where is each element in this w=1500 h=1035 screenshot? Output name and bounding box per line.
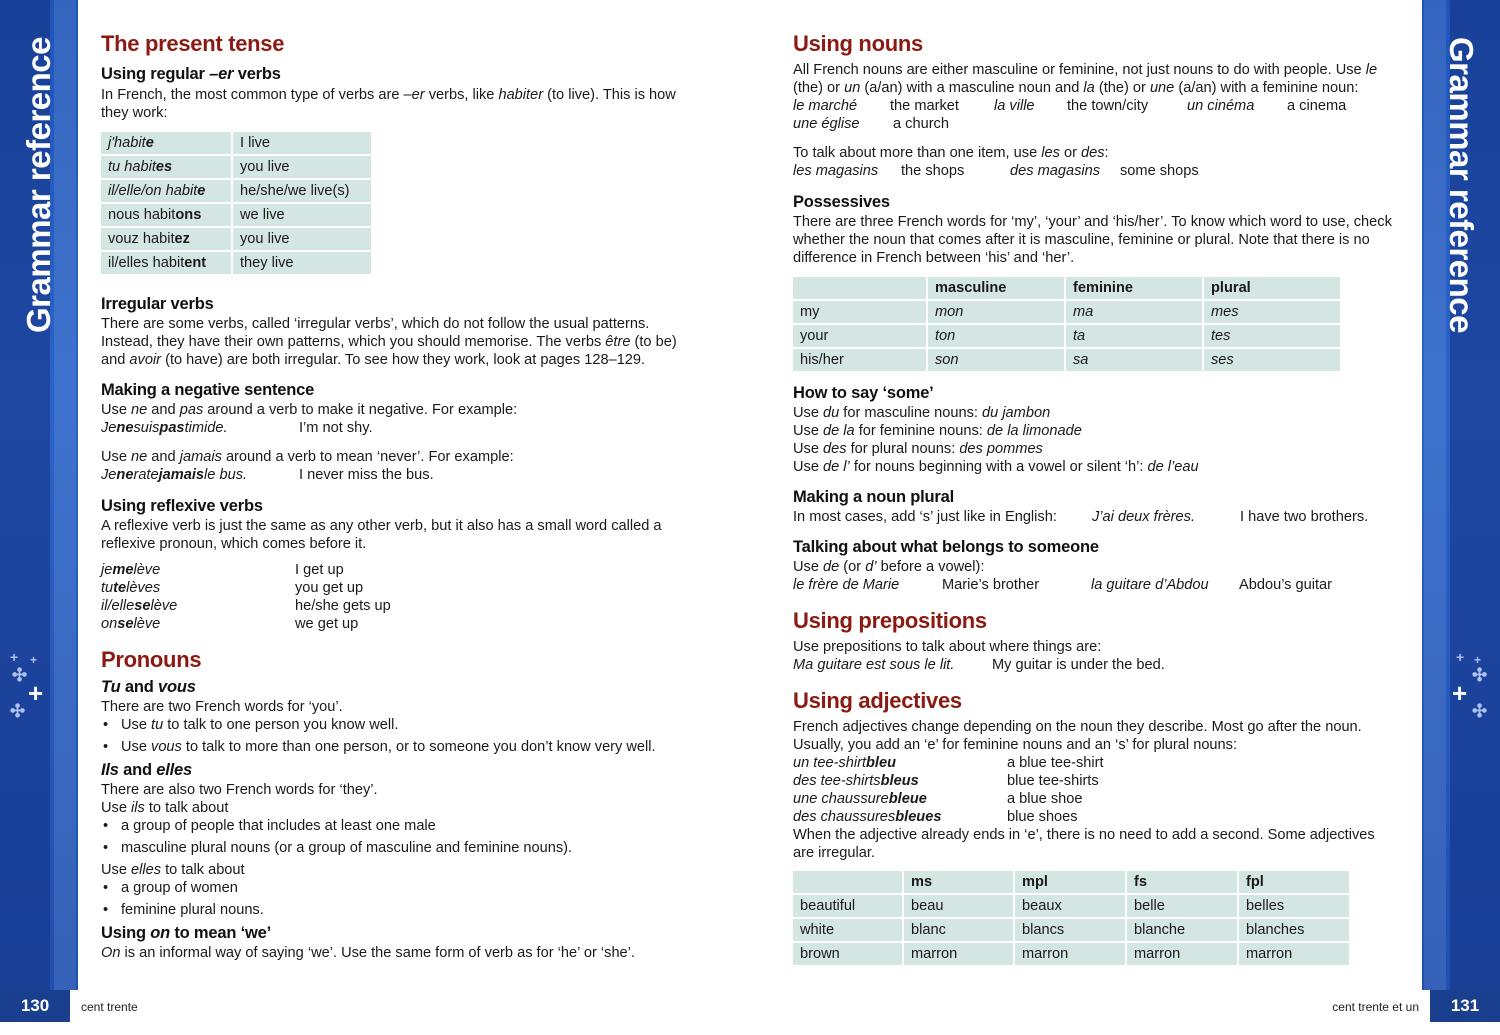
english-text: I get up xyxy=(295,562,344,578)
subheading-possessives: Possessives xyxy=(793,193,890,211)
table-cell: white xyxy=(793,919,902,941)
verb-stem: il/elle/on habit xyxy=(108,183,198,199)
table-cell xyxy=(101,156,231,178)
table-cell: ses xyxy=(1204,349,1340,371)
french-text: il/elleselève xyxy=(101,598,178,614)
present-intro-text: In French, the most common type of verbs are –er verbs, like habiter (to live). This is how they work: xyxy=(101,87,676,121)
section-title-present-tense: The present tense xyxy=(101,31,285,56)
table-cell: marron xyxy=(1239,943,1349,965)
negative-example-1: Jenesuispastimide. I’m not shy. xyxy=(101,420,373,436)
subheading-how-to-say-some: How to say ‘some’ xyxy=(793,384,934,402)
section-title-pronouns: Pronouns xyxy=(101,647,202,672)
table-header xyxy=(793,871,902,893)
table-cell: I live xyxy=(233,132,371,154)
list-item: Use de la for feminine nouns: de la limonade xyxy=(793,423,1082,439)
french-text: une chaussurebleue xyxy=(793,791,927,807)
table-cell: they live xyxy=(233,252,371,274)
reflexive-examples xyxy=(101,561,691,633)
table-row xyxy=(101,252,371,274)
list-item xyxy=(101,615,691,633)
verb-stem: j'habit xyxy=(108,135,146,151)
table-row xyxy=(793,325,1340,347)
elles-use-text: Use elles to talk about xyxy=(101,862,245,878)
table-cell: tes xyxy=(1204,325,1340,347)
negative-text-2: Use ne and jamais around a verb to mean ‘never’. For example: xyxy=(101,449,514,465)
verb-stem: nous habit xyxy=(108,207,176,223)
section-title-adjectives: Using adjectives xyxy=(793,688,962,713)
table-cell: blanche xyxy=(1127,919,1237,941)
verb-stem: il/elles habit xyxy=(108,255,185,271)
subheading-irregular-verbs: Irregular verbs xyxy=(101,295,214,313)
verb-stem: vouz habit xyxy=(108,231,175,247)
prepositions-text: Use prepositions to talk about where things are: xyxy=(793,639,1102,655)
subheading-noun-plural: Making a noun plural xyxy=(793,488,955,506)
page-word-left: cent trente xyxy=(81,1000,138,1014)
list-item xyxy=(101,597,691,615)
verb-ending: es xyxy=(155,159,173,175)
subheading-using-on: Using on to mean ‘we’ xyxy=(101,924,271,942)
possessives-table xyxy=(791,275,1342,373)
reflexive-text: A reflexive verb is just the same as any other verb, but it also has a small word called a reflexive pronoun, which comes before it. xyxy=(101,518,662,552)
list-item xyxy=(793,790,1393,808)
english-text: blue tee-shirts xyxy=(1007,773,1099,789)
table-cell xyxy=(101,228,231,250)
page-number-left: 130 xyxy=(0,990,70,1022)
french-text: onselève xyxy=(101,616,161,632)
verb-ending: e xyxy=(145,135,154,151)
table-cell: mon xyxy=(928,301,1064,323)
table-header xyxy=(793,277,926,299)
list-item: Use de l’ for nouns beginning with a vowel or silent ‘h’: de l’eau xyxy=(793,459,1199,475)
french-text: un tee-shirtbleu xyxy=(793,755,897,771)
ils-list xyxy=(101,817,691,857)
section-title-using-nouns: Using nouns xyxy=(793,31,923,56)
nouns-text: All French nouns are either masculine or feminine, not just nouns to do with people. Use le (the) or un (a/an) with a masculine noun and la (the) or une (a/an) with a feminine noun: xyxy=(793,62,1378,96)
table-header: masculine xyxy=(928,277,1064,299)
table-row xyxy=(793,301,1340,323)
table-cell: blanches xyxy=(1239,919,1349,941)
nouns-examples-row: une église a church xyxy=(793,116,949,132)
table-cell: my xyxy=(793,301,926,323)
table-cell: marron xyxy=(1127,943,1237,965)
table-cell: blanc xyxy=(904,919,1013,941)
nouns-plural-examples: les magasins the shops des magasins some shops xyxy=(793,163,1199,179)
table-cell: ma xyxy=(1066,301,1202,323)
table-header: feminine xyxy=(1066,277,1202,299)
table-row xyxy=(793,919,1349,941)
table-row xyxy=(793,349,1340,371)
english-text: blue shoes xyxy=(1007,809,1078,825)
french-text: tutelèves xyxy=(101,580,161,596)
subheading-reflexive-verbs: Using reflexive verbs xyxy=(101,497,263,515)
list-item: Use du for masculine nouns: du jambon xyxy=(793,405,1051,421)
list-item xyxy=(101,579,691,597)
subheading-negative-sentence: Making a negative sentence xyxy=(101,381,315,399)
adjectives-text: French adjectives change depending on the noun they describe. Most go after the noun. Usually, you add an ‘e’ for feminine nouns and an ‘s’ for plural nouns: xyxy=(793,719,1362,753)
using-on-text: On is an informal way of saying ‘we’. Use the same form of verb as for ‘he’ or ‘she’. xyxy=(101,945,635,961)
table-cell: beau xyxy=(904,895,1013,917)
table-cell: your xyxy=(793,325,926,347)
tu-vous-text: There are two French words for ‘you’. xyxy=(101,699,343,715)
verb-ending: ons xyxy=(175,207,202,223)
table-cell: brown xyxy=(793,943,902,965)
list-item: Use des for plural nouns: des pommes xyxy=(793,441,1043,457)
ils-elles-text: There are also two French words for ‘they’. xyxy=(101,782,378,798)
adjective-examples xyxy=(793,754,1393,826)
table-cell: you live xyxy=(233,156,371,178)
nouns-examples-row: le marché the market la ville the town/city un cinéma a cinema xyxy=(793,98,1347,114)
list-item: • feminine plural nouns. xyxy=(101,901,691,919)
list-item: • masculine plural nouns (or a group of masculine and feminine nouns). xyxy=(101,839,691,857)
table-cell: mes xyxy=(1204,301,1340,323)
possessives-text: There are three French words for ‘my’, ‘your’ and ‘his/her’. To know which word to use, check whether the noun that comes after it is masculine, feminine or plural. Note that there is no difference in French between ‘his’ and ‘her’. xyxy=(793,214,1392,266)
band-title-right: Grammar reference xyxy=(1443,36,1481,334)
ils-use-text: Use ils to talk about xyxy=(101,800,229,816)
plus-decoration-icon: + + ✣ + ✣ xyxy=(1452,649,1488,721)
verb-ending: e xyxy=(197,183,206,199)
french-text: des chaussuresbleues xyxy=(793,809,942,825)
table-cell: sa xyxy=(1066,349,1202,371)
band-title-left: Grammar reference xyxy=(20,36,58,334)
verb-ending: ent xyxy=(184,255,207,271)
some-lines xyxy=(793,404,1393,476)
table-cell: ta xyxy=(1066,325,1202,347)
list-item xyxy=(793,754,1393,772)
table-cell: you live xyxy=(233,228,371,250)
nouns-plural-text: To talk about more than one item, use les or des: xyxy=(793,145,1109,161)
table-cell: belle xyxy=(1127,895,1237,917)
list-item: • a group of women xyxy=(101,879,691,897)
table-cell: his/her xyxy=(793,349,926,371)
english-text: you get up xyxy=(295,580,364,596)
table-header: mpl xyxy=(1015,871,1125,893)
table-row xyxy=(793,943,1349,965)
table-cell: son xyxy=(928,349,1064,371)
table-cell xyxy=(101,204,231,226)
list-item xyxy=(793,808,1393,826)
habiter-conjugation-table xyxy=(99,130,373,276)
table-cell xyxy=(101,252,231,274)
table-cell: ton xyxy=(928,325,1064,347)
table-cell: beaux xyxy=(1015,895,1125,917)
table-cell: marron xyxy=(1015,943,1125,965)
prepositions-example: Ma guitare est sous le lit. My guitar is under the bed. xyxy=(793,657,1165,673)
negative-example-2: Jeneratejamaisle bus. I never miss the bus. xyxy=(101,467,434,483)
table-cell xyxy=(101,132,231,154)
table-row xyxy=(101,204,371,226)
list-item xyxy=(793,772,1393,790)
negative-text-1: Use ne and pas around a verb to make it negative. For example: xyxy=(101,402,518,418)
list-item: • Use tu to talk to one person you know well. xyxy=(101,716,691,734)
subheading-regular-er-verbs: Using regular –er verbs xyxy=(101,65,281,83)
english-text: he/she gets up xyxy=(295,598,391,614)
noun-plural-line: In most cases, add ‘s’ just like in English: J’ai deux frères. I have two brothers. xyxy=(793,509,1369,525)
irregular-verbs-text: There are some verbs, called ‘irregular verbs’, which do not follow the usual patterns. Instead, they have their own patterns, which you should memorise. The verbs être (to be) and avoir (to have) are both irregular. To see how they work, look at pages 128–129. xyxy=(101,316,677,368)
subheading-belongs: Talking about what belongs to someone xyxy=(793,538,1099,556)
table-cell: beautiful xyxy=(793,895,902,917)
page-number-right: 131 xyxy=(1430,990,1500,1022)
table-cell: marron xyxy=(904,943,1013,965)
list-item: • a group of people that includes at least one male xyxy=(101,817,691,835)
english-text: a blue tee-shirt xyxy=(1007,755,1104,771)
list-item: • Use vous to talk to more than one person, or to someone you don’t know very well. xyxy=(101,738,691,756)
table-cell: he/she/we live(s) xyxy=(233,180,371,202)
list-item xyxy=(101,561,691,579)
table-row xyxy=(101,156,371,178)
table-cell: blancs xyxy=(1015,919,1125,941)
left-page-column xyxy=(101,30,691,962)
adjectives-table xyxy=(791,869,1351,967)
table-cell: belles xyxy=(1239,895,1349,917)
table-header: plural xyxy=(1204,277,1340,299)
section-title-prepositions: Using prepositions xyxy=(793,608,987,633)
table-header: fs xyxy=(1127,871,1237,893)
plus-decoration-icon: + + ✣ + ✣ xyxy=(10,649,44,721)
belongs-examples: le frère de Marie Marie’s brother la guitare d’Abdou Abdou’s guitar xyxy=(793,577,1333,593)
table-row xyxy=(101,228,371,250)
english-text: a blue shoe xyxy=(1007,791,1083,807)
table-header-row xyxy=(793,871,1349,893)
belongs-text: Use de (or d’ before a vowel): xyxy=(793,559,985,575)
left-side-band xyxy=(0,0,78,990)
table-header-row xyxy=(793,277,1340,299)
verb-stem: tu habit xyxy=(108,159,156,175)
adjectives-text-2: When the adjective already ends in ‘e’, there is no need to add a second. Some adjectives are irregular. xyxy=(793,827,1375,861)
table-header: ms xyxy=(904,871,1013,893)
table-header: fpl xyxy=(1239,871,1349,893)
table-row xyxy=(793,895,1349,917)
table-row xyxy=(101,132,371,154)
english-text: we get up xyxy=(295,616,359,632)
verb-ending: ez xyxy=(174,231,190,247)
french-text: jemelève xyxy=(101,562,161,578)
right-page-column xyxy=(793,30,1393,967)
subheading-tu-vous: Tu and vous xyxy=(101,678,196,696)
subheading-ils-elles: Ils and elles xyxy=(101,761,192,779)
elles-list xyxy=(101,879,691,919)
tu-vous-list xyxy=(101,716,691,756)
right-side-band xyxy=(1422,0,1500,990)
french-text: des tee-shirtsbleus xyxy=(793,773,919,789)
page-word-right: cent trente et un xyxy=(1332,1000,1419,1014)
table-cell xyxy=(101,180,231,202)
table-row xyxy=(101,180,371,202)
table-cell: we live xyxy=(233,204,371,226)
